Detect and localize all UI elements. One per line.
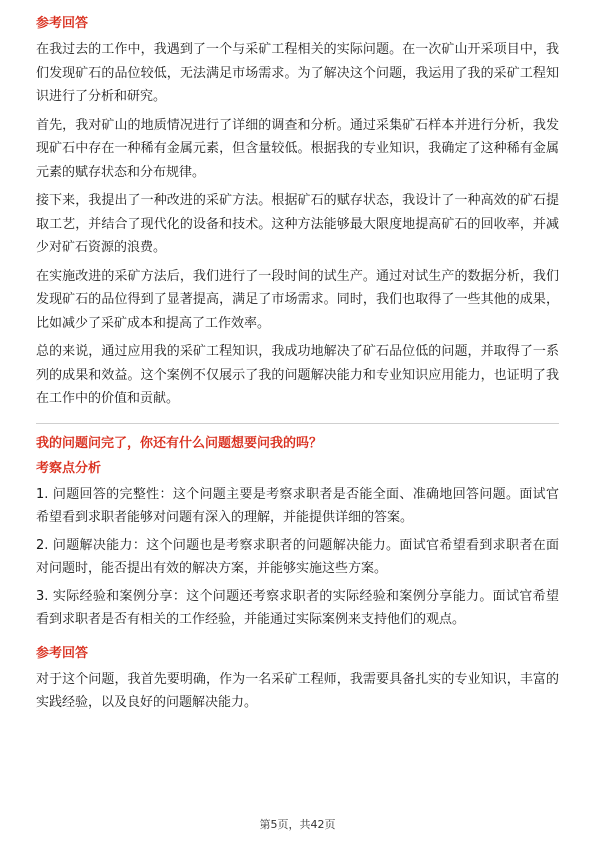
reference-answer-heading: 参考回答 [36, 645, 89, 661]
answer-paragraph: 接下来，我提出了一种改进的采矿方法。根据矿石的赋存状态，我设计了一种高效的矿石提取工艺，并结合了现代化的设备和技术。这种方法能够最大限度地提高矿石的回收率，并减少对矿石资源的浪费。 [36, 193, 559, 255]
analysis-item: 2. 问题解决能力：这个问题也是考察求职者的问题解决能力。面试官希望看到求职者在面对问题时，能否提出有效的解决方案，并能够实施这些方案。 [36, 537, 559, 576]
analysis-heading: 考察点分析 [36, 460, 102, 476]
page-number: 第5页，共42页 [259, 818, 336, 831]
interview-question: 我的问题问完了，你还有什么问题想要问我的吗？ [36, 435, 323, 451]
analysis-item: 1. 问题回答的完整性：这个问题主要是考察求职者是否能全面、准确地回答问题。面试官希望看到求职者能够对问题有深入的理解，并能提供详细的答案。 [36, 486, 559, 525]
answer-paragraph: 在实施改进的采矿方法后，我们进行了一段时间的试生产。通过对试生产的数据分析，我们发现矿石的品位得到了显著提高，满足了市场需求。同时，我们也取得了一些其他的成果，比如减少了采矿成本和提高了工作效率。 [36, 268, 559, 331]
page-content [36, 14, 559, 720]
answer-paragraph: 首先，我对矿山的地质情况进行了详细的调查和分析。通过采集矿石样本并进行分析，我发现矿石中存在一种稀有金属元素，但含量较低。根据我的专业知识，我确定了这种稀有金属元素的赋存状态和分布规律。 [36, 117, 559, 180]
answer-paragraph: 在我过去的工作中，我遇到了一个与采矿工程相关的实际问题。在一次矿山开采项目中，我们发现矿石的品位较低，无法满足市场需求。为了解决这个问题，我运用了我的采矿工程知识进行了分析和研究。 [36, 42, 559, 104]
section-divider [36, 423, 559, 424]
analysis-item: 3. 实际经验和案例分享：这个问题还考察求职者的实际经验和案例分享能力。面试官希望看到求职者是否有相关的工作经验，并能通过实际案例来支持他们的观点。 [36, 588, 559, 627]
reference-answer-heading: 参考回答 [36, 16, 89, 31]
answer-paragraph: 对于这个问题，我首先要明确，作为一名采矿工程师，我需要具备扎实的专业知识，丰富的实践经验，以及良好的问题解决能力。 [36, 671, 559, 710]
answer-paragraph: 总的来说，通过应用我的采矿工程知识，我成功地解决了矿石品位低的问题，并取得了一系列的成果和效益。这个案例不仅展示了我的问题解决能力和专业知识应用能力，也证明了我在工作中的价值和贡献。 [36, 344, 559, 406]
spacer [36, 636, 559, 644]
